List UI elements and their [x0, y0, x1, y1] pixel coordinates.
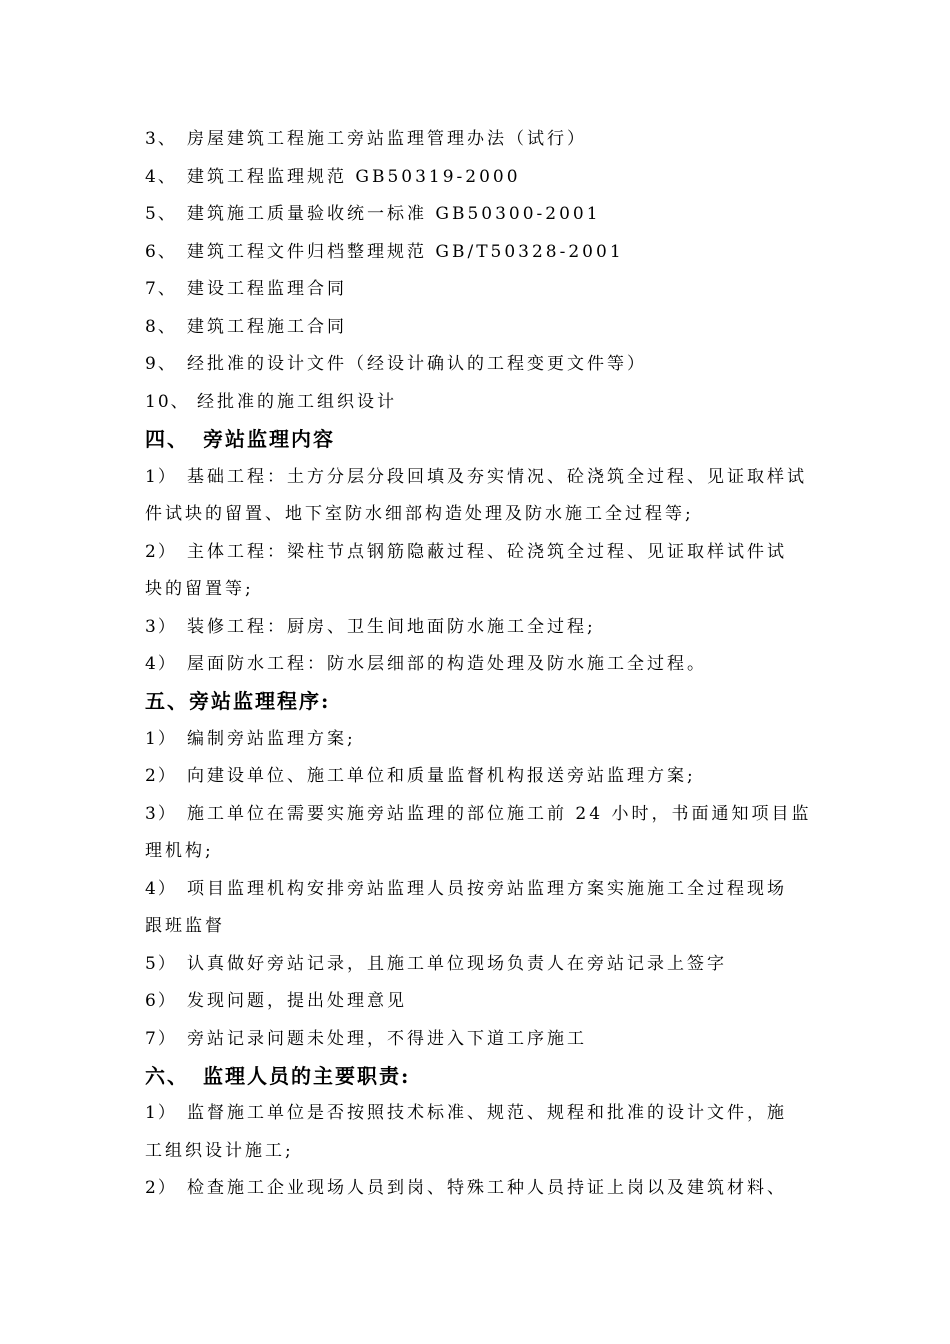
item-number: 6、 — [145, 242, 177, 262]
list-item — [145, 537, 816, 562]
item-text: 建筑工程施工合同 — [187, 317, 347, 337]
list-item — [145, 124, 816, 149]
item-text: 编制旁站监理方案; — [187, 729, 356, 749]
item-number: 4） — [145, 879, 177, 899]
item-text: 建筑工程文件归档整理规范 GB/T50328-2001 — [187, 242, 624, 262]
item-text: 基础工程：土方分层分段回填及夯实情况、砼浇筑全过程、见证取样试 — [187, 467, 807, 487]
list-item — [145, 162, 816, 187]
item-number: 1） — [145, 729, 177, 749]
heading-title: 旁站监理内容 — [203, 427, 335, 451]
list-item-continuation: 工组织设计施工; — [145, 1141, 294, 1161]
list-item-continuation: 件试块的留置、地下室防水细部构造处理及防水施工全过程等; — [145, 504, 694, 524]
item-text: 旁站记录问题未处理，不得进入下道工序施工 — [187, 1029, 587, 1049]
item-text: 装修工程：厨房、卫生间地面防水施工全过程; — [187, 617, 596, 637]
item-text: 项目监理机构安排旁站监理人员按旁站监理方案实施施工全过程现场 — [187, 879, 787, 899]
list-item — [145, 874, 816, 899]
list-item — [145, 199, 816, 224]
item-number: 2） — [145, 542, 177, 562]
item-number: 8、 — [145, 317, 177, 337]
list-item — [145, 387, 816, 412]
item-number: 1） — [145, 467, 177, 487]
item-text: 主体工程：梁柱节点钢筋隐蔽过程、砼浇筑全过程、见证取样试件试 — [187, 542, 787, 562]
item-number: 2） — [145, 766, 177, 786]
item-number: 3） — [145, 617, 177, 637]
list-item-continuation: 块的留置等; — [145, 579, 254, 599]
heading-title: 监理人员的主要职责: — [203, 1064, 411, 1088]
list-item — [145, 462, 816, 487]
list-item — [145, 349, 816, 374]
item-text: 屋面防水工程：防水层细部的构造处理及防水施工全过程。 — [187, 654, 707, 674]
list-item — [145, 724, 816, 749]
item-text: 经批准的施工组织设计 — [197, 392, 397, 412]
list-item — [145, 237, 816, 262]
item-number: 9、 — [145, 354, 177, 374]
list-item — [145, 1024, 816, 1049]
item-text: 建设工程监理合同 — [187, 279, 347, 299]
item-number: 2） — [145, 1178, 177, 1198]
item-number: 3） — [145, 804, 177, 824]
list-item-continuation: 跟班监督 — [145, 916, 225, 936]
item-number: 4） — [145, 654, 177, 674]
list-item — [145, 274, 816, 299]
item-number: 6） — [145, 991, 177, 1011]
item-text: 建筑施工质量验收统一标准 GB50300-2001 — [187, 204, 601, 224]
item-text: 检查施工企业现场人员到岗、特殊工种人员持证上岗以及建筑材料、 — [187, 1178, 787, 1198]
item-number: 4、 — [145, 167, 177, 187]
item-text: 认真做好旁站记录，且施工单位现场负责人在旁站记录上签字 — [187, 954, 727, 974]
list-item — [145, 986, 816, 1011]
item-text: 房屋建筑工程施工旁站监理管理办法（试行） — [187, 129, 587, 149]
section-heading — [145, 1060, 816, 1089]
item-text: 经批准的设计文件（经设计确认的工程变更文件等） — [187, 354, 647, 374]
list-item — [145, 1098, 816, 1123]
item-text: 施工单位在需要实施旁站监理的部位施工前 24 小时，书面通知项目监 — [187, 804, 812, 824]
item-number: 7） — [145, 1029, 177, 1049]
item-number: 10、 — [145, 392, 190, 412]
item-number: 5） — [145, 954, 177, 974]
item-text: 监督施工单位是否按照技术标准、规范、规程和批准的设计文件，施 — [187, 1103, 787, 1123]
item-text: 发现问题，提出处理意见 — [187, 991, 407, 1011]
item-number: 1） — [145, 1103, 177, 1123]
list-item — [145, 612, 816, 637]
heading-number: 六、 — [145, 1064, 189, 1088]
item-text: 建筑工程监理规范 GB50319-2000 — [187, 167, 521, 187]
item-number: 7、 — [145, 279, 177, 299]
item-number: 3、 — [145, 129, 177, 149]
list-item — [145, 949, 816, 974]
section-heading — [145, 423, 816, 452]
section-heading: 五、旁站监理程序: — [145, 689, 331, 713]
list-item — [145, 1173, 816, 1198]
list-item — [145, 312, 816, 337]
list-item-continuation: 理机构; — [145, 841, 214, 861]
heading-number: 四、 — [145, 427, 189, 451]
list-item — [145, 761, 816, 786]
item-number: 5、 — [145, 204, 177, 224]
list-item — [145, 799, 816, 824]
list-item — [145, 649, 816, 674]
item-text: 向建设单位、施工单位和质量监督机构报送旁站监理方案; — [187, 766, 696, 786]
